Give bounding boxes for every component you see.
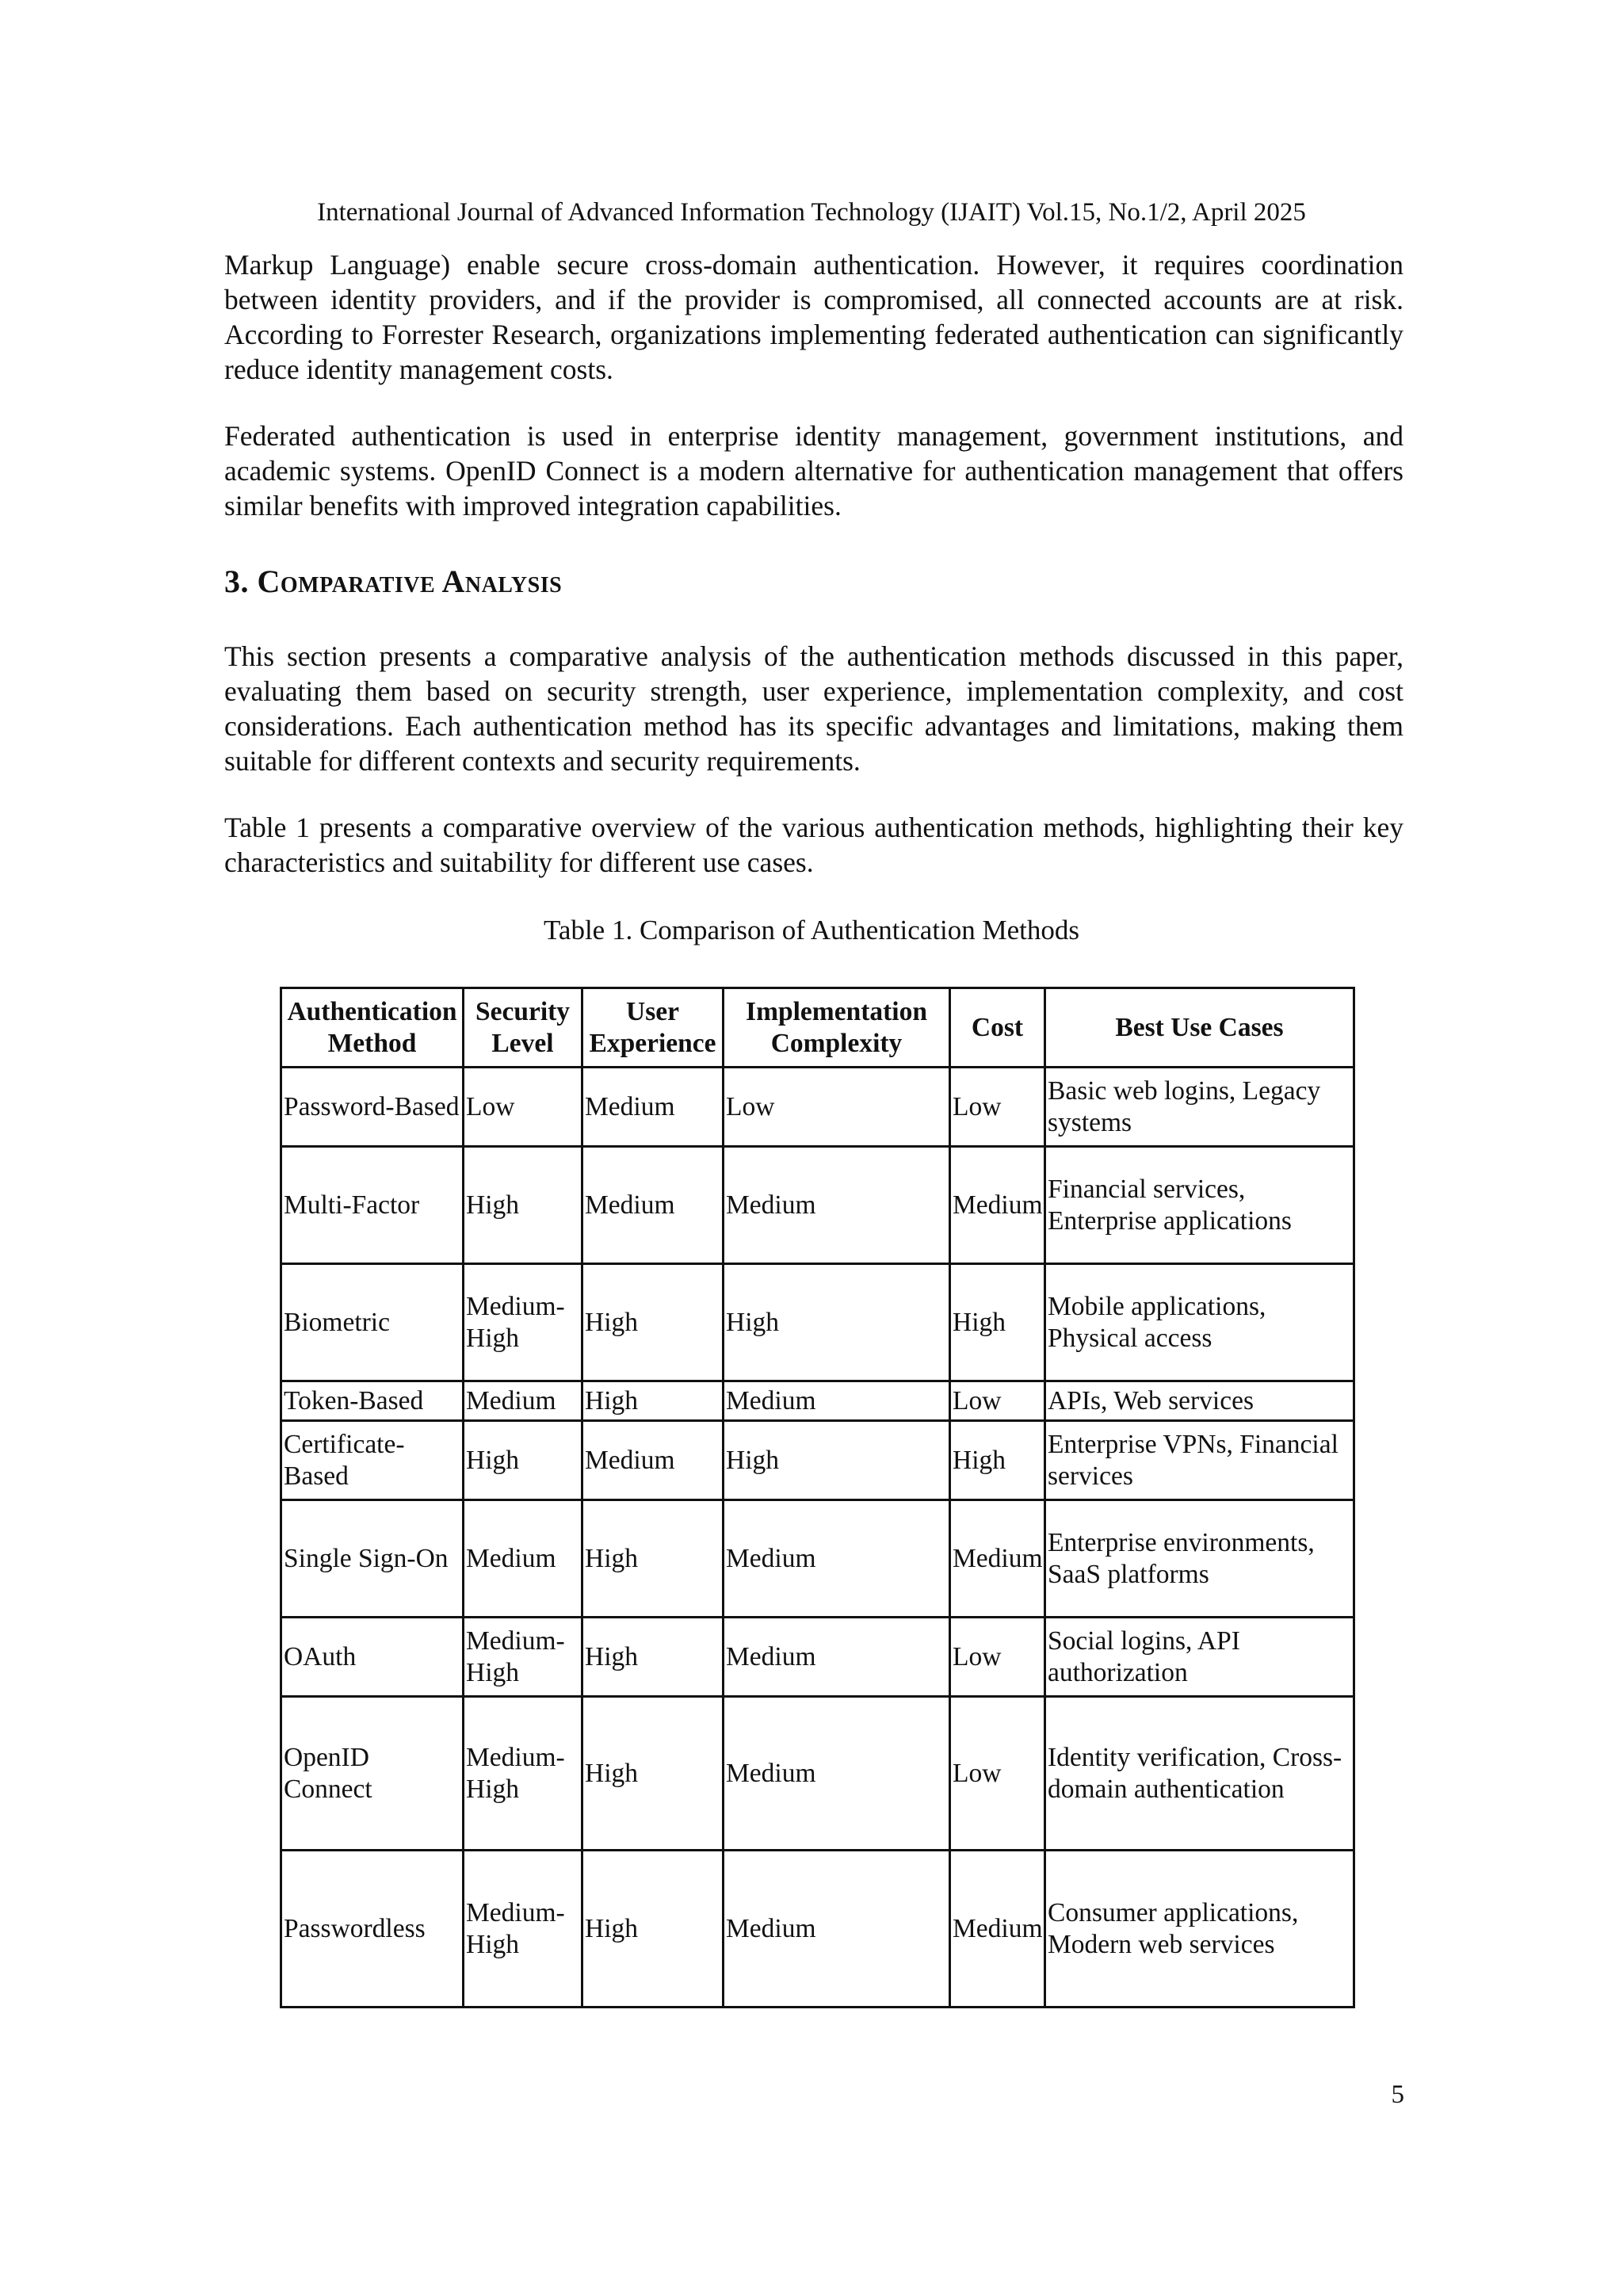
cell-use-cases: Financial services, Enterprise applications [1045, 1147, 1354, 1264]
cell-use-cases: Enterprise environments, SaaS platforms [1045, 1500, 1354, 1618]
cell-method: OAuth [281, 1618, 464, 1697]
cell-use-cases: Social logins, API authorization [1045, 1618, 1354, 1697]
cell-use-cases: Consumer applications, Modern web services [1045, 1851, 1354, 2008]
cell-complexity: High [724, 1264, 950, 1381]
cell-complexity: Medium [724, 1500, 950, 1618]
table-row [281, 1618, 1354, 1697]
cell-use-cases: Enterprise VPNs, Financial services [1045, 1421, 1354, 1500]
header-authentication-method: Authentication Method [281, 988, 464, 1068]
cell-user-experience: High [582, 1697, 724, 1851]
table-caption: Table 1. Comparison of Authentication Methods [543, 915, 1080, 946]
cell-cost: Low [950, 1381, 1045, 1421]
cell-user-experience: Medium [582, 1147, 724, 1264]
cell-method: Single Sign-On [281, 1500, 464, 1618]
cell-security: Medium-High [464, 1618, 582, 1697]
cell-user-experience: Medium [582, 1068, 724, 1147]
cell-user-experience: High [582, 1500, 724, 1618]
cell-cost: Low [950, 1618, 1045, 1697]
paragraph-section-intro: This section presents a comparative analysis of the authentication methods discussed in this paper, evaluating them based on security strength, user experience, implementation complexity, and cost considerations. Each authentication method has its specific advantages and limitations, making them suitable for different contexts and security requirements. [224, 640, 1403, 777]
cell-user-experience: High [582, 1618, 724, 1697]
cell-method: OpenID Connect [281, 1697, 464, 1851]
cell-method: Passwordless [281, 1851, 464, 2008]
cell-method: Token-Based [281, 1381, 464, 1421]
comparison-table [280, 987, 1355, 2008]
table-row [281, 1264, 1354, 1381]
header-best-use-cases: Best Use Cases [1045, 988, 1354, 1068]
cell-complexity: Medium [724, 1618, 950, 1697]
cell-complexity: High [724, 1421, 950, 1500]
cell-security: Medium [464, 1500, 582, 1618]
table-row [281, 1500, 1354, 1618]
cell-security: High [464, 1421, 582, 1500]
cell-method: Biometric [281, 1264, 464, 1381]
cell-security: Medium [464, 1381, 582, 1421]
cell-method: Multi-Factor [281, 1147, 464, 1264]
cell-complexity: Medium [724, 1697, 950, 1851]
cell-security: High [464, 1147, 582, 1264]
cell-security: Low [464, 1068, 582, 1147]
cell-cost: High [950, 1264, 1045, 1381]
cell-security: Medium-High [464, 1851, 582, 2008]
cell-use-cases: Basic web logins, Legacy systems [1045, 1068, 1354, 1147]
paragraph-federated-usage: Federated authentication is used in enterprise identity management, government institutions, and academic systems. OpenID Connect is a modern alternative for authentication management that offers similar benefits with improved integration capabilities. [224, 420, 1403, 521]
cell-cost: Medium [950, 1147, 1045, 1264]
cell-cost: High [950, 1421, 1045, 1500]
cell-use-cases: APIs, Web services [1045, 1381, 1354, 1421]
running-header: International Journal of Advanced Information Technology (IJAIT) Vol.15, No.1/2, April 2025 [317, 198, 1306, 227]
header-implementation-complexity: Implementation Complexity [724, 988, 950, 1068]
paragraph-table-intro: Table 1 presents a comparative overview of the various authentication methods, highlighting their key characteristics and suitability for different use cases. [224, 812, 1403, 878]
cell-complexity: Medium [724, 1381, 950, 1421]
cell-complexity: Low [724, 1068, 950, 1147]
cell-cost: Medium [950, 1851, 1045, 2008]
header-cost: Cost [950, 988, 1045, 1068]
cell-security: Medium-High [464, 1697, 582, 1851]
cell-security: Medium-High [464, 1264, 582, 1381]
cell-method: Certificate-Based [281, 1421, 464, 1500]
table-row [281, 1697, 1354, 1851]
table-row [281, 1381, 1354, 1421]
paragraph-federated-intro: Markup Language) enable secure cross-domain authentication. However, it requires coordination between identity providers, and if the provider is compromised, all connected accounts are at risk. According to Forrester Research, organizations implementing federated authentication can significantly reduce identity management costs. [224, 249, 1403, 385]
section-heading: 3. Comparative Analysis [224, 563, 563, 599]
cell-complexity: Medium [724, 1147, 950, 1264]
cell-user-experience: High [582, 1264, 724, 1381]
cell-user-experience: Medium [582, 1421, 724, 1500]
cell-cost: Low [950, 1068, 1045, 1147]
cell-method: Password-Based [281, 1068, 464, 1147]
table-row [281, 1147, 1354, 1264]
page-number: 5 [1391, 2080, 1404, 2109]
cell-complexity: Medium [724, 1851, 950, 2008]
header-security-level: Security Level [464, 988, 582, 1068]
cell-cost: Low [950, 1697, 1045, 1851]
cell-use-cases: Mobile applications, Physical access [1045, 1264, 1354, 1381]
cell-use-cases: Identity verification, Cross-domain authentication [1045, 1697, 1354, 1851]
table-header-row [281, 988, 1354, 1068]
table-row [281, 1068, 1354, 1147]
table-row [281, 1851, 1354, 2008]
cell-user-experience: High [582, 1381, 724, 1421]
cell-cost: Medium [950, 1500, 1045, 1618]
cell-user-experience: High [582, 1851, 724, 2008]
header-user-experience: User Experience [582, 988, 724, 1068]
table-row [281, 1421, 1354, 1500]
